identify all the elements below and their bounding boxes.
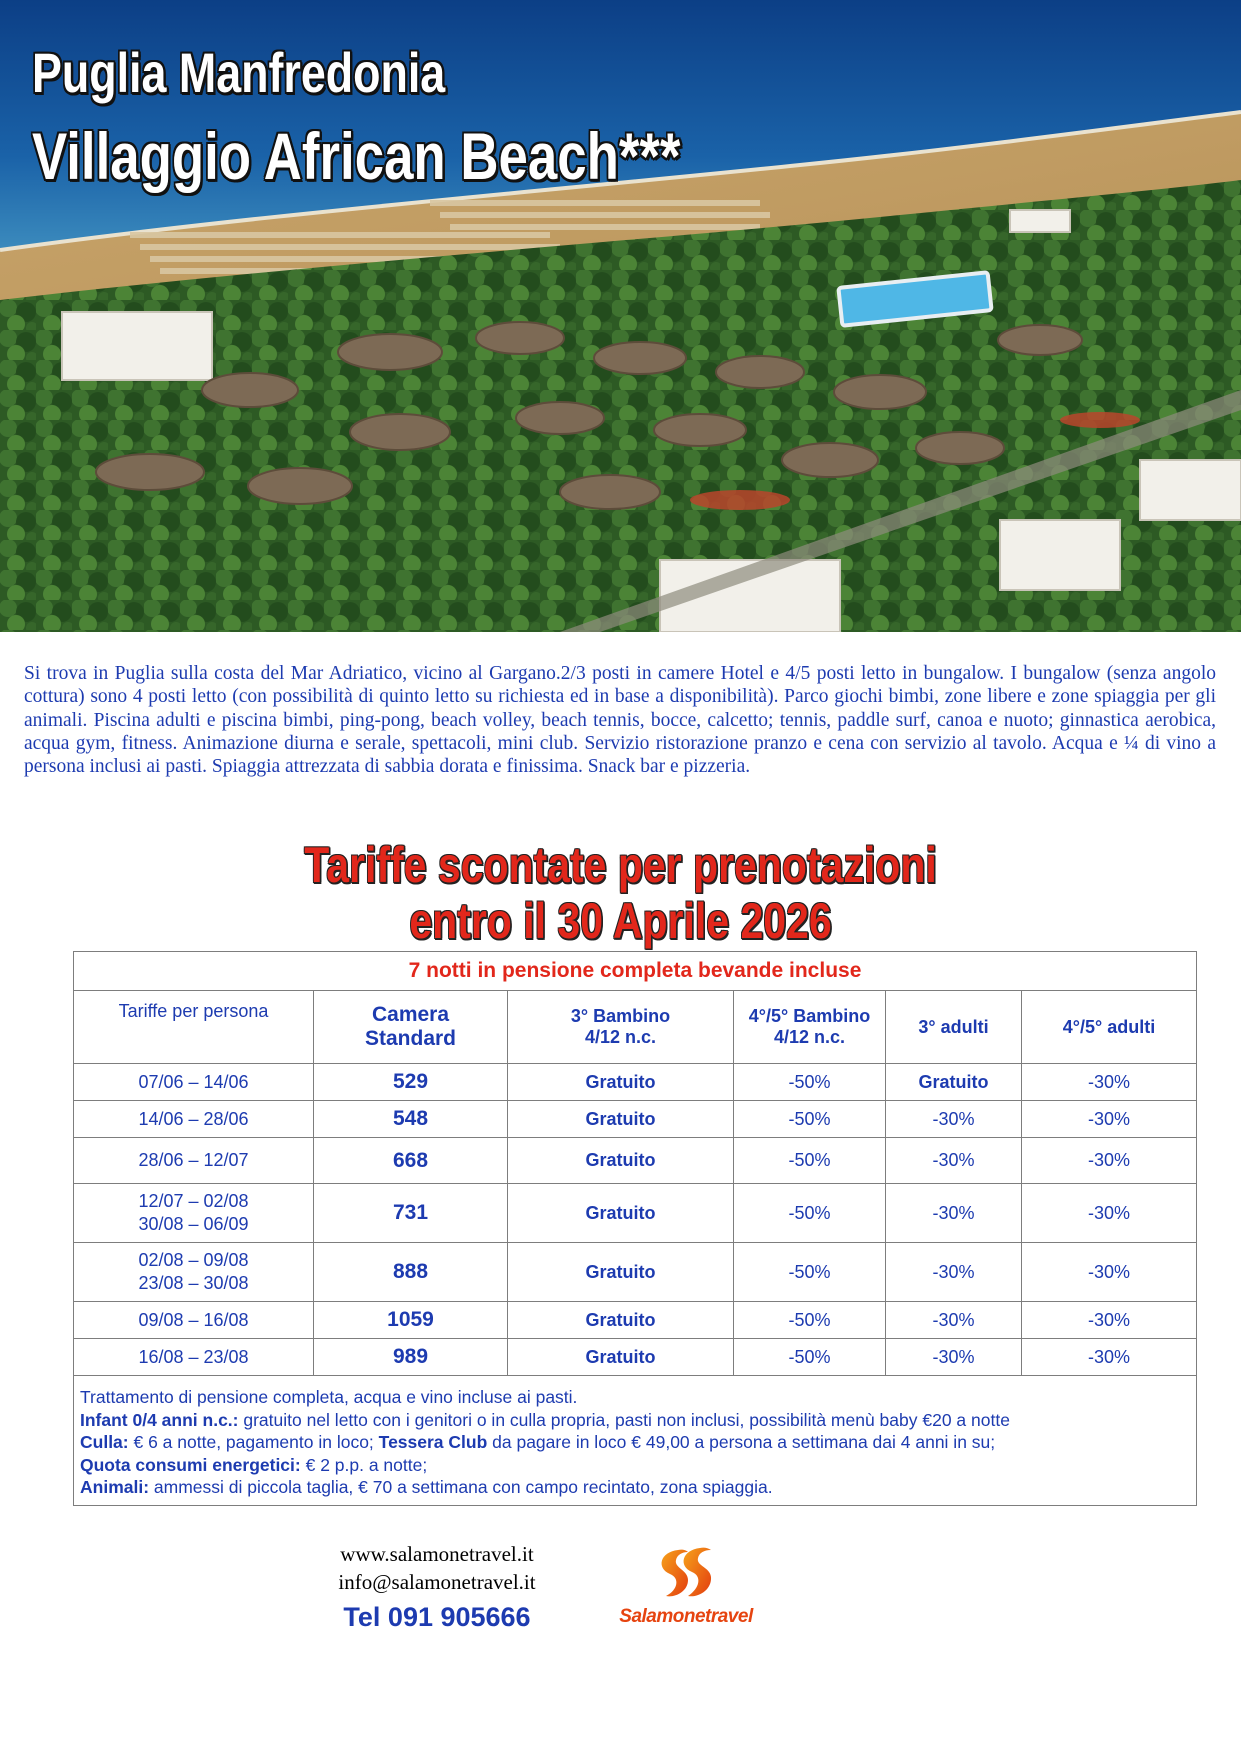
period-line1: 02/08 – 09/08 [138,1250,249,1270]
fourth-fifth-adult-cell: -30% [1022,1243,1197,1302]
third-adult-cell: -30% [886,1302,1022,1339]
period-line2: 30/08 – 06/09 [138,1214,249,1234]
price-cell: 731 [314,1184,508,1243]
note-culla-tessera [80,1431,1190,1454]
third-adult-cell: -30% [886,1184,1022,1243]
table-row [74,1138,1197,1184]
period-line1: 12/07 – 02/08 [138,1191,249,1211]
offer-headline-line2: entro il 30 Aprile 2026 [409,893,832,949]
header-period: Tariffe per persona [74,991,314,1064]
fourth-fifth-child-cell: -50% [734,1184,886,1243]
resort-description: Si trova in Puglia sulla costa del Mar Adriatico, vicino al Gargano.2/3 posti in camere Hotel e 4/5 posti letto in bungalow. I bungalow (senza angolo cottura) sono 4 posti letto (con possibilità di quinto letto su richiesta ed in base a disponibilità). Parco giochi bimbi, zone libere e zone spiaggia per gli animali. Piscina adulti e piscina bimbi, ping-pong, beach volley, beach tennis, bocce, calcetto; tennis, paddle surf, canoa e nuoto; ginnastica aerobica, acqua gym, fitness. Animazione diurna e serale, spettacoli, mini club. Servizio ristorazione pranzo e cena con servizio al tavolo. Acqua e ¼ di vino a persona inclusi ai pasti. Spiaggia attrezzata di sabbia dorata e finissima. Snack bar e pizzeria. [24,663,1216,778]
note-animals-text: ammessi di piccola taglia, € 70 a settimana con campo recintato, zona spiaggia. [149,1477,773,1497]
third-child-cell: Gratuito [508,1101,734,1138]
notes-cell [74,1376,1197,1506]
header-camera-standard-line1: Camera [371,1003,450,1026]
fourth-fifth-adult-cell: -30% [1022,1064,1197,1101]
logo-wordmark: Salamonetravel [619,1606,753,1627]
price-cell: 668 [314,1138,508,1184]
table-row [74,1243,1197,1302]
note-animals-label: Animali: [80,1477,150,1497]
price-cell: 548 [314,1101,508,1138]
fourth-fifth-adult-cell: -30% [1022,1339,1197,1376]
header-third-child [508,991,734,1064]
note-infant [80,1409,1190,1432]
header-fourth-fifth-child [734,991,886,1064]
third-adult-cell: -30% [886,1339,1022,1376]
note-tessera-text: da pagare in loco € 49,00 a persona a settimana dai 4 anni in su; [487,1432,996,1452]
table-header-row [74,991,1197,1064]
fourth-fifth-adult-cell: -30% [1022,1138,1197,1184]
note-energy [80,1454,1190,1477]
salamone-travel-logo-icon [600,1544,772,1608]
period-cell [74,1243,314,1302]
third-child-cell: Gratuito [508,1339,734,1376]
resort-aerial-photo [0,0,1241,632]
third-adult-cell: -30% [886,1101,1022,1138]
fourth-fifth-child-cell: -50% [734,1302,886,1339]
third-child-cell: Gratuito [508,1138,734,1184]
notes-row [74,1376,1197,1506]
price-cell: 989 [314,1339,508,1376]
fourth-fifth-child-cell: -50% [734,1064,886,1101]
note-infant-label: Infant 0/4 anni n.c.: [80,1409,239,1430]
header-camera-standard [314,991,508,1064]
fourth-fifth-adult-cell: -30% [1022,1101,1197,1138]
header-fourth-fifth-adult: 4°/5° adulti [1022,991,1197,1064]
phone-number: Tel 091 905666 [343,1602,531,1632]
header-third-child-line2: 4/12 n.c. [584,1027,657,1047]
fourth-fifth-adult-cell: -30% [1022,1302,1197,1339]
note-culla-label: Culla: [80,1432,129,1452]
table-row [74,1101,1197,1138]
note-board-treatment: Trattamento di pensione completa, acqua e vino incluse ai pasti. [80,1387,578,1407]
third-adult-cell: -30% [886,1138,1022,1184]
fourth-fifth-adult-cell: -30% [1022,1184,1197,1243]
period-cell: 09/08 – 16/08 [74,1302,314,1339]
fourth-fifth-child-cell: -50% [734,1138,886,1184]
note-animals [80,1476,1190,1499]
period-cell: 14/06 – 28/06 [74,1101,314,1138]
table-row [74,1064,1197,1101]
fourth-fifth-child-cell: -50% [734,1243,886,1302]
fourth-fifth-child-cell: -50% [734,1101,886,1138]
table-row [74,1302,1197,1339]
price-cell: 1059 [314,1302,508,1339]
table-row [74,1339,1197,1376]
website-link[interactable]: www.salamonetravel.it [340,1542,534,1566]
period-cell: 07/06 – 14/06 [74,1064,314,1101]
note-infant-text: gratuito nel letto con i genitori o in culla propria, pasti non inclusi, possibilità menù baby €20 a notte [238,1409,1010,1430]
table-caption: 7 notti in pensione completa bevande incluse [74,952,1197,991]
third-child-cell: Gratuito [508,1064,734,1101]
period-cell: 16/08 – 23/08 [74,1339,314,1376]
note-energy-label: Quota consumi energetici: [80,1454,301,1475]
period-line2: 23/08 – 30/08 [138,1273,249,1293]
note-tessera-label: Tessera Club [378,1432,488,1452]
header-camera-standard-line2: Standard [364,1027,456,1050]
table-row [74,1184,1197,1243]
fourth-fifth-child-cell: -50% [734,1339,886,1376]
header-third-adult: 3° adulti [886,991,1022,1064]
email-link[interactable]: info@salamonetravel.it [338,1570,536,1594]
note-energy-text: € 2 p.p. a notte; [300,1454,428,1475]
third-child-cell: Gratuito [508,1243,734,1302]
third-adult-cell: Gratuito [886,1064,1022,1101]
third-child-cell: Gratuito [508,1302,734,1339]
period-cell [74,1184,314,1243]
header-fourth-fifth-child-line2: 4/12 n.c. [773,1027,846,1047]
third-adult-cell: -30% [886,1243,1022,1302]
salamone-travel-logo [600,1544,772,1636]
third-child-cell: Gratuito [508,1184,734,1243]
title-resort-name: Villaggio African Beach*** [32,119,681,193]
note-culla-text: € 6 a notte, pagamento in loco; [128,1432,379,1452]
price-cell: 529 [314,1064,508,1101]
header-third-child-line1: 3° Bambino [570,1006,671,1026]
offer-headline-line1: Tariffe scontate per prenotazioni [304,837,937,893]
price-cell: 888 [314,1243,508,1302]
header-fourth-fifth-child-line1: 4°/5° Bambino [748,1006,871,1026]
period-cell: 28/06 – 12/07 [74,1138,314,1184]
title-location: Puglia Manfredonia [32,41,446,104]
rates-table [73,951,1197,1506]
